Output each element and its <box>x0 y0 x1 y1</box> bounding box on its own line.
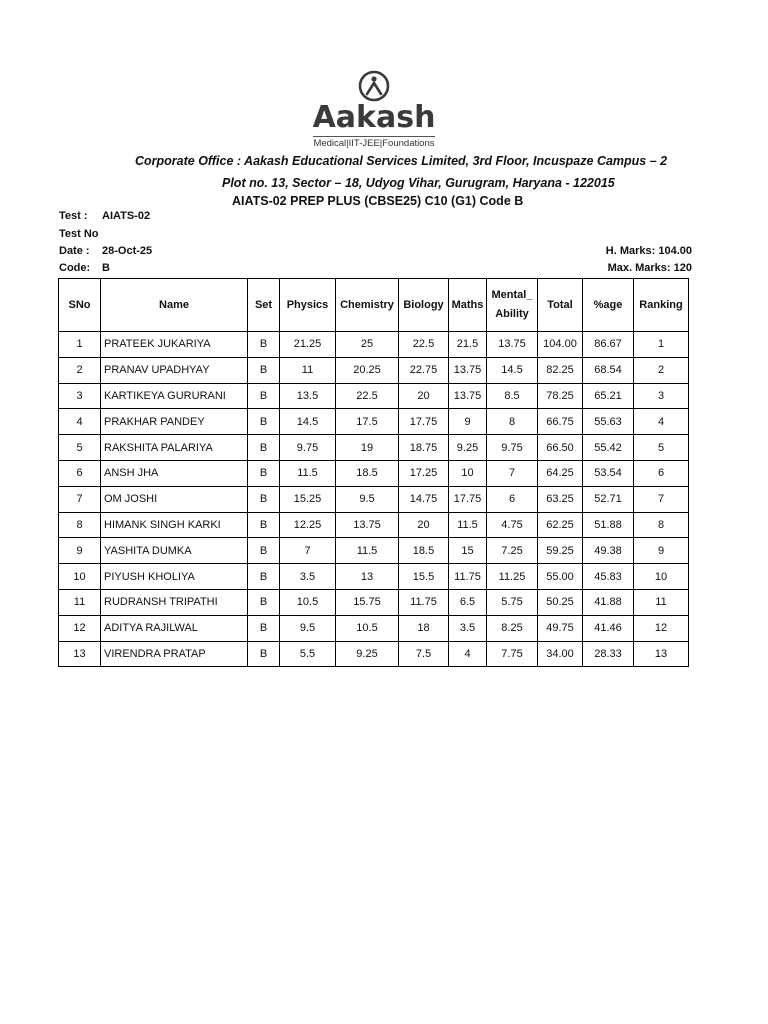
cell-sno: 12 <box>59 615 101 641</box>
cell-maths: 6.5 <box>449 589 487 615</box>
cell-physics: 3.5 <box>280 564 336 590</box>
cell-mental-ability: 13.75 <box>487 332 538 358</box>
header-maths: Maths <box>449 279 487 332</box>
table-row <box>59 332 689 358</box>
cell-mental-ability: 7.25 <box>487 538 538 564</box>
cell-chemistry: 18.5 <box>336 460 399 486</box>
cell-chemistry: 11.5 <box>336 538 399 564</box>
cell-total: 59.25 <box>538 538 583 564</box>
cell-name: VIRENDRA PRATAP <box>101 641 248 667</box>
cell-name: RAKSHITA PALARIYA <box>101 435 248 461</box>
cell-mental-ability: 7 <box>487 460 538 486</box>
h-marks: H. Marks: 104.00 <box>605 245 692 257</box>
cell-sno: 4 <box>59 409 101 435</box>
cell-mental-ability: 6 <box>487 486 538 512</box>
cell-percentage: 52.71 <box>583 486 634 512</box>
cell-biology: 22.5 <box>399 332 449 358</box>
cell-maths: 11.75 <box>449 564 487 590</box>
address-line: Plot no. 13, Sector – 18, Udyog Vihar, Gurugram, Haryana - 122015 <box>222 176 615 190</box>
cell-name: HIMANK SINGH KARKI <box>101 512 248 538</box>
cell-set: B <box>248 332 280 358</box>
cell-ranking: 12 <box>634 615 689 641</box>
cell-total: 63.25 <box>538 486 583 512</box>
cell-set: B <box>248 589 280 615</box>
cell-ranking: 6 <box>634 460 689 486</box>
cell-biology: 11.75 <box>399 589 449 615</box>
cell-ranking: 4 <box>634 409 689 435</box>
cell-ranking: 9 <box>634 538 689 564</box>
cell-ranking: 10 <box>634 564 689 590</box>
table-row <box>59 615 689 641</box>
cell-biology: 7.5 <box>399 641 449 667</box>
cell-physics: 10.5 <box>280 589 336 615</box>
cell-name: PRAKHAR PANDEY <box>101 409 248 435</box>
cell-physics: 12.25 <box>280 512 336 538</box>
cell-percentage: 41.88 <box>583 589 634 615</box>
cell-percentage: 28.33 <box>583 641 634 667</box>
cell-total: 50.25 <box>538 589 583 615</box>
cell-ranking: 5 <box>634 435 689 461</box>
table-row <box>59 357 689 383</box>
header-total: Total <box>538 279 583 332</box>
cell-chemistry: 22.5 <box>336 383 399 409</box>
cell-name: PIYUSH KHOLIYA <box>101 564 248 590</box>
cell-total: 78.25 <box>538 383 583 409</box>
cell-mental-ability: 11.25 <box>487 564 538 590</box>
cell-ranking: 13 <box>634 641 689 667</box>
cell-name: RUDRANSH TRIPATHI <box>101 589 248 615</box>
cell-physics: 5.5 <box>280 641 336 667</box>
cell-total: 55.00 <box>538 564 583 590</box>
cell-total: 64.25 <box>538 460 583 486</box>
cell-set: B <box>248 615 280 641</box>
cell-maths: 13.75 <box>449 383 487 409</box>
cell-set: B <box>248 460 280 486</box>
test-value: AIATS-02 <box>102 210 151 222</box>
cell-name: OM JOSHI <box>101 486 248 512</box>
aakash-emblem-icon <box>358 70 390 102</box>
cell-physics: 11 <box>280 357 336 383</box>
cell-biology: 17.75 <box>399 409 449 435</box>
cell-name: ADITYA RAJILWAL <box>101 615 248 641</box>
header-ranking: Ranking <box>634 279 689 332</box>
cell-mental-ability: 14.5 <box>487 357 538 383</box>
cell-chemistry: 25 <box>336 332 399 358</box>
cell-mental-ability: 7.75 <box>487 641 538 667</box>
cell-name: YASHITA DUMKA <box>101 538 248 564</box>
cell-percentage: 41.46 <box>583 615 634 641</box>
table-row <box>59 641 689 667</box>
cell-set: B <box>248 409 280 435</box>
cell-sno: 6 <box>59 460 101 486</box>
cell-mental-ability: 4.75 <box>487 512 538 538</box>
cell-biology: 15.5 <box>399 564 449 590</box>
cell-name: KARTIKEYA GURURANI <box>101 383 248 409</box>
cell-maths: 13.75 <box>449 357 487 383</box>
cell-sno: 2 <box>59 357 101 383</box>
corporate-office-line: Corporate Office : Aakash Educational Services Limited, 3rd Floor, Incuspaze Campus – 2 <box>135 154 668 168</box>
cell-physics: 14.5 <box>280 409 336 435</box>
cell-maths: 4 <box>449 641 487 667</box>
cell-ranking: 11 <box>634 589 689 615</box>
header-percentage: %age <box>583 279 634 332</box>
table-row <box>59 486 689 512</box>
cell-mental-ability: 9.75 <box>487 435 538 461</box>
max-marks: Max. Marks: 120 <box>607 262 692 274</box>
cell-biology: 22.75 <box>399 357 449 383</box>
table-row <box>59 564 689 590</box>
results-table <box>58 278 689 667</box>
cell-physics: 9.5 <box>280 615 336 641</box>
cell-set: B <box>248 512 280 538</box>
cell-total: 66.75 <box>538 409 583 435</box>
cell-sno: 3 <box>59 383 101 409</box>
table-body <box>59 332 689 667</box>
date-row <box>59 245 152 257</box>
cell-sno: 9 <box>59 538 101 564</box>
cell-sno: 8 <box>59 512 101 538</box>
header-set: Set <box>248 279 280 332</box>
test-row <box>59 210 150 222</box>
table-row <box>59 589 689 615</box>
cell-percentage: 86.67 <box>583 332 634 358</box>
code-value: B <box>102 262 110 274</box>
cell-chemistry: 20.25 <box>336 357 399 383</box>
cell-percentage: 55.42 <box>583 435 634 461</box>
cell-total: 104.00 <box>538 332 583 358</box>
cell-set: B <box>248 641 280 667</box>
date-value: 28-Oct-25 <box>102 245 153 257</box>
table-row <box>59 383 689 409</box>
cell-percentage: 49.38 <box>583 538 634 564</box>
cell-ranking: 1 <box>634 332 689 358</box>
header-mental-ability: Mental_ Ability <box>487 279 538 332</box>
table-row <box>59 538 689 564</box>
cell-chemistry: 19 <box>336 435 399 461</box>
cell-physics: 21.25 <box>280 332 336 358</box>
cell-sno: 1 <box>59 332 101 358</box>
cell-biology: 14.75 <box>399 486 449 512</box>
header-chemistry: Chemistry <box>336 279 399 332</box>
logo-tagline: Medical|IIT-JEE|Foundations <box>313 138 435 149</box>
cell-sno: 7 <box>59 486 101 512</box>
test-label: Test : <box>59 210 88 222</box>
table-row <box>59 460 689 486</box>
test-no-row <box>59 228 99 240</box>
code-label: Code: <box>59 262 91 274</box>
cell-set: B <box>248 357 280 383</box>
cell-mental-ability: 8.5 <box>487 383 538 409</box>
cell-maths: 21.5 <box>449 332 487 358</box>
cell-total: 82.25 <box>538 357 583 383</box>
cell-ranking: 7 <box>634 486 689 512</box>
cell-set: B <box>248 383 280 409</box>
cell-total: 66.50 <box>538 435 583 461</box>
cell-biology: 17.25 <box>399 460 449 486</box>
header-physics: Physics <box>280 279 336 332</box>
cell-total: 62.25 <box>538 512 583 538</box>
cell-biology: 20 <box>399 383 449 409</box>
cell-mental-ability: 8 <box>487 409 538 435</box>
cell-percentage: 68.54 <box>583 357 634 383</box>
code-row <box>59 262 110 274</box>
header-sno: SNo <box>59 279 101 332</box>
logo-brand: Aakash <box>312 100 436 135</box>
cell-physics: 11.5 <box>280 460 336 486</box>
cell-sno: 10 <box>59 564 101 590</box>
cell-biology: 20 <box>399 512 449 538</box>
cell-sno: 11 <box>59 589 101 615</box>
cell-biology: 18.75 <box>399 435 449 461</box>
date-label: Date : <box>59 245 90 257</box>
cell-mental-ability: 8.25 <box>487 615 538 641</box>
cell-name: PRANAV UPADHYAY <box>101 357 248 383</box>
cell-ranking: 3 <box>634 383 689 409</box>
cell-ranking: 8 <box>634 512 689 538</box>
cell-mental-ability: 5.75 <box>487 589 538 615</box>
cell-percentage: 65.21 <box>583 383 634 409</box>
test-no-label: Test No <box>59 228 99 240</box>
cell-physics: 7 <box>280 538 336 564</box>
cell-set: B <box>248 564 280 590</box>
cell-chemistry: 9.5 <box>336 486 399 512</box>
cell-chemistry: 15.75 <box>336 589 399 615</box>
cell-percentage: 45.83 <box>583 564 634 590</box>
cell-chemistry: 13 <box>336 564 399 590</box>
cell-maths: 9.25 <box>449 435 487 461</box>
cell-set: B <box>248 538 280 564</box>
cell-set: B <box>248 486 280 512</box>
cell-chemistry: 10.5 <box>336 615 399 641</box>
cell-maths: 17.75 <box>449 486 487 512</box>
cell-sno: 13 <box>59 641 101 667</box>
cell-biology: 18.5 <box>399 538 449 564</box>
cell-maths: 9 <box>449 409 487 435</box>
cell-set: B <box>248 435 280 461</box>
cell-physics: 15.25 <box>280 486 336 512</box>
cell-chemistry: 9.25 <box>336 641 399 667</box>
cell-name: PRATEEK JUKARIYA <box>101 332 248 358</box>
cell-percentage: 53.54 <box>583 460 634 486</box>
cell-percentage: 51.88 <box>583 512 634 538</box>
cell-maths: 11.5 <box>449 512 487 538</box>
cell-physics: 13.5 <box>280 383 336 409</box>
header-biology: Biology <box>399 279 449 332</box>
cell-sno: 5 <box>59 435 101 461</box>
table-row <box>59 435 689 461</box>
report-title: AIATS-02 PREP PLUS (CBSE25) C10 (G1) Code B <box>232 194 524 208</box>
cell-total: 49.75 <box>538 615 583 641</box>
cell-physics: 9.75 <box>280 435 336 461</box>
cell-maths: 15 <box>449 538 487 564</box>
cell-ranking: 2 <box>634 357 689 383</box>
cell-percentage: 55.63 <box>583 409 634 435</box>
cell-biology: 18 <box>399 615 449 641</box>
cell-chemistry: 13.75 <box>336 512 399 538</box>
cell-maths: 10 <box>449 460 487 486</box>
header-name: Name <box>101 279 248 332</box>
table-row <box>59 512 689 538</box>
cell-total: 34.00 <box>538 641 583 667</box>
table-row <box>59 409 689 435</box>
aakash-logo <box>308 70 440 148</box>
table-header-row <box>59 279 689 332</box>
cell-name: ANSH JHA <box>101 460 248 486</box>
cell-maths: 3.5 <box>449 615 487 641</box>
cell-chemistry: 17.5 <box>336 409 399 435</box>
